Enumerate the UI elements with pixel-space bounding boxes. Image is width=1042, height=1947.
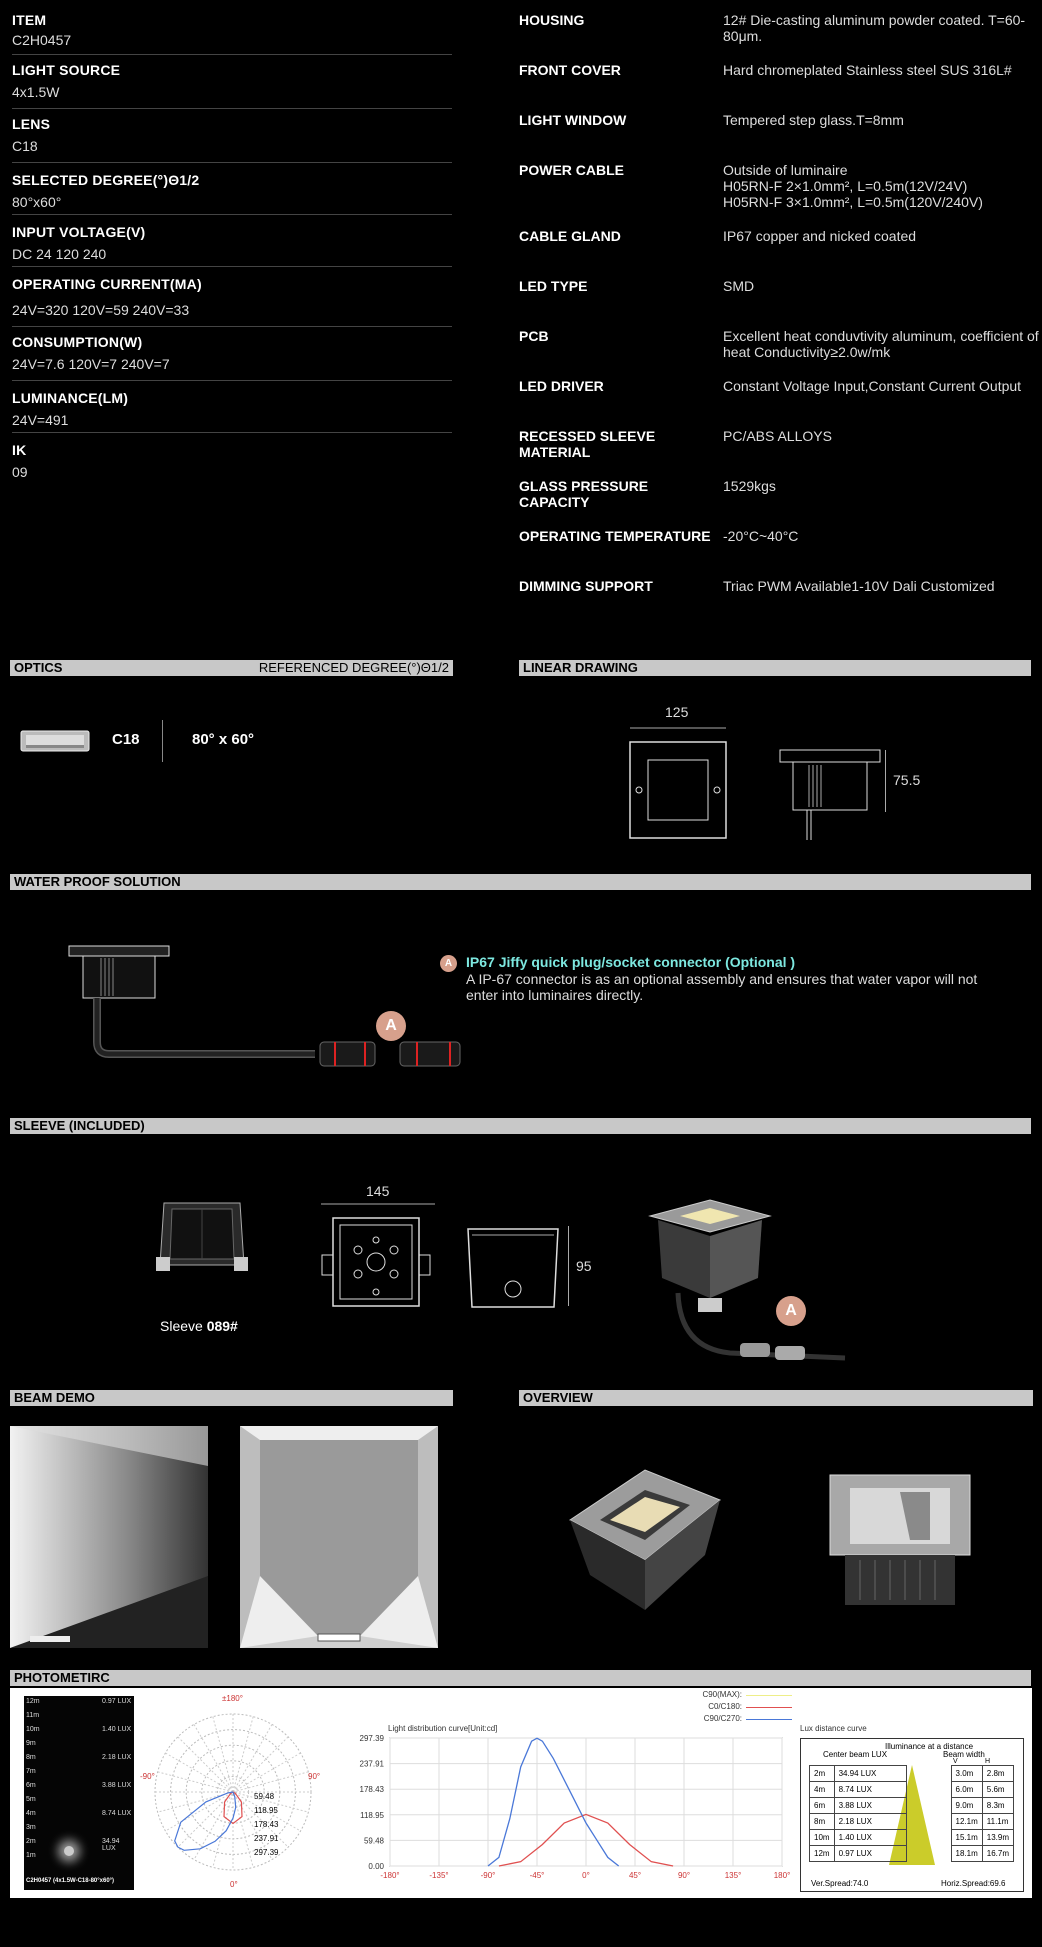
spec-value: Outside of luminaire H05RN-F 2×1.0mm², L=0.5m(12V/24V) H05RN-F 3×1.0mm², L=0.5m(120V/240V) (723, 162, 983, 210)
spec-value: C18 (12, 138, 38, 154)
beam-v: 12.1m (951, 1814, 982, 1830)
lux: 0.97 LUX (834, 1846, 907, 1862)
curve-title: Light distribution curve[Unit:cd] (388, 1724, 498, 1733)
polar-ring-label: 297.39 (254, 1848, 279, 1857)
photometric-panel (10, 1688, 1032, 1898)
divider (12, 214, 452, 215)
lux: 8.74 LUX (834, 1782, 907, 1798)
spec-label: FRONT COVER (519, 62, 621, 78)
polar-curve (175, 1792, 236, 1850)
lux-scale-footer: C2H0457 (4x1.5W-C18-80°x60°) (26, 1878, 115, 1884)
installed-fixture-photo (640, 1198, 860, 1368)
overview-fixture-angled (560, 1460, 730, 1620)
x-tick-label: -90° (480, 1871, 496, 1880)
divider (12, 326, 452, 327)
x-tick-label: -180° (380, 1871, 400, 1880)
sleeve-dim-width: 145 (366, 1183, 390, 1199)
spec-label: CONSUMPTION(W) (12, 334, 143, 350)
overview-header (519, 1390, 1033, 1406)
sleeve-caption (160, 1318, 238, 1334)
ver-spread: Ver.Spread:74.0 (811, 1879, 869, 1888)
lux-scale-panel (24, 1696, 134, 1890)
spec-value: 4x1.5W (12, 84, 60, 100)
lux-value: 1.40 LUX (102, 1726, 132, 1733)
beam-header (10, 1390, 453, 1406)
lux-curve-heading: Illuminance at a distance (885, 1742, 974, 1751)
beam-title: BEAM DEMO (14, 1390, 95, 1405)
spec-label: LED DRIVER (519, 378, 604, 394)
lux-row-label: 7m (26, 1768, 36, 1775)
y-tick-label: 297.39 (359, 1734, 384, 1743)
beam-h: 16.7m (982, 1846, 1013, 1862)
sleeve-dim-height: 95 (576, 1258, 592, 1274)
beam-h: 5.6m (982, 1782, 1013, 1798)
connector-title: IP67 Jiffy quick plug/socket connector (Optional ) (466, 954, 796, 970)
beam-h: 8.3m (982, 1798, 1013, 1814)
lux-value: 34.94 LUX (102, 1838, 120, 1852)
lux: 34.94 LUX (834, 1766, 907, 1782)
lux: 3.88 LUX (834, 1798, 907, 1814)
spec-value: Constant Voltage Input,Constant Current Output (723, 378, 1022, 394)
y-tick-label: 178.43 (359, 1785, 384, 1795)
x-tick-label: 90° (677, 1871, 691, 1880)
beam-v: 6.0m (951, 1782, 982, 1798)
spec-value: Hard chromeplated Stainless steel SUS 316L# (723, 62, 1012, 78)
x-tick-label: 180° (773, 1871, 791, 1880)
beam-demo-side (10, 1426, 208, 1648)
spec-value: C2H0457 (12, 32, 72, 48)
beam-h: 11.1m (982, 1814, 1013, 1830)
distance: 8m (810, 1814, 835, 1830)
connector-badge-small: A (440, 955, 457, 972)
y-tick-label: 0.00 (368, 1862, 384, 1871)
beam-demo-front (240, 1426, 438, 1648)
sleeve-top-drawing (318, 1200, 438, 1315)
sleeve-header (10, 1118, 1031, 1134)
light-spot (64, 1846, 74, 1856)
water-title: WATER PROOF SOLUTION (14, 874, 181, 889)
spec-item (12, 172, 452, 210)
spec-value: 24V=491 (12, 412, 69, 428)
linear-header (519, 660, 1031, 676)
lux-curve-sub-v: V (953, 1758, 958, 1765)
table-row (810, 1814, 1014, 1830)
photometric-title: PHOTOMETIRC (14, 1670, 110, 1685)
lux-row-label: 10m (26, 1726, 40, 1733)
hor-spread: Horiz.Spread:69.6 (941, 1879, 1006, 1888)
sleeve-photo (152, 1195, 252, 1280)
beam-h: 13.9m (982, 1830, 1013, 1846)
cone-cell (907, 1846, 951, 1862)
spec-value: 24V=7.6 120V=7 240V=7 (12, 356, 170, 372)
lux-curve-title: Lux distance curve (800, 1724, 867, 1733)
cone-cell (907, 1782, 951, 1798)
optics-ref-degree: REFERENCED DEGREE(°)Θ1/2 (258, 660, 449, 675)
spec-item (12, 390, 452, 428)
lens-name: C18 (112, 731, 140, 748)
lux-row-label: 1m (26, 1852, 36, 1859)
spec-label: HOUSING (519, 12, 585, 28)
side-view-drawing (775, 745, 885, 845)
polar-ring-label: 178.43 (254, 1820, 279, 1829)
distance: 6m (810, 1798, 835, 1814)
spec-item (12, 12, 452, 48)
divider (12, 108, 452, 109)
lux-value: 8.74 LUX (102, 1810, 132, 1817)
lux-row-label: 4m (26, 1810, 36, 1817)
spec-value: PC/ABS ALLOYS (723, 428, 832, 444)
photometric-header (10, 1670, 1031, 1686)
lux-row-label: 3m (26, 1824, 36, 1831)
x-tick-label: 135° (724, 1871, 742, 1880)
lux-distance-table (809, 1765, 1014, 1862)
waterproof-cable-drawing (65, 942, 495, 1072)
polar-top-label: ±180° (222, 1694, 243, 1703)
beam-v: 15.1m (951, 1830, 982, 1846)
lux-curve-col2: Beam width (943, 1750, 985, 1759)
spec-value: Triac PWM Available1-10V Dali Customized (723, 578, 995, 594)
y-tick-label: 59.48 (363, 1836, 384, 1846)
dim-line (568, 1226, 569, 1306)
spec-label: CABLE GLAND (519, 228, 621, 244)
spec-label: GLASS PRESSURE CAPACITY (519, 478, 649, 510)
spec-item (12, 276, 452, 318)
spec-label: RECESSED SLEEVE MATERIAL (519, 428, 656, 460)
spec-value: IP67 copper and nicked coated (723, 228, 917, 244)
beam-h: 2.8m (982, 1766, 1013, 1782)
spec-value: DC 24 120 240 (12, 246, 107, 262)
polar-right-label: 90° (308, 1772, 321, 1781)
spec-value: 24V=320 120V=59 240V=33 (12, 302, 190, 318)
polar-ring-label: 59.48 (254, 1792, 275, 1801)
beam-v: 3.0m (951, 1766, 982, 1782)
sleeve-side-drawing (466, 1225, 566, 1310)
polar-ring-label: 237.91 (254, 1834, 279, 1843)
spec-label: PCB (519, 328, 549, 344)
lux-value: 2.18 LUX (102, 1754, 132, 1761)
cone-cell (907, 1798, 951, 1814)
overview-title: OVERVIEW (523, 1390, 593, 1405)
distance: 10m (810, 1830, 835, 1846)
legend-c90max: C90(MAX): (702, 1690, 742, 1699)
legend-c90-swatch (746, 1719, 792, 1720)
dim-height: 75.5 (893, 772, 921, 788)
dim-width: 125 (665, 704, 689, 720)
lux-value: 0.97 LUX (102, 1698, 132, 1705)
spec-label: INPUT VOLTAGE(V) (12, 224, 146, 240)
series-line (488, 1738, 619, 1866)
spec-label: IK (12, 442, 27, 458)
cone-cell (907, 1814, 951, 1830)
polar-left-label: -90° (140, 1772, 155, 1781)
sleeve-title: SLEEVE (INCLUDED) (14, 1118, 145, 1133)
spec-label: LIGHT WINDOW (519, 112, 627, 128)
spec-label: ITEM (12, 12, 47, 28)
spec-label: LUMINANCE(LM) (12, 390, 129, 406)
y-tick-label: 237.91 (359, 1759, 384, 1769)
divider (12, 432, 452, 433)
x-tick-label: 0° (582, 1871, 590, 1880)
polar-diagram (138, 1694, 328, 1894)
sleeve-connector-badge: A (776, 1296, 806, 1326)
spec-value: 1529kgs (723, 478, 776, 494)
polar-bottom-label: 0° (230, 1880, 238, 1889)
spec-value: 12# Die-casting aluminum powder coated. T=60-80μm. (723, 12, 1026, 44)
overview-fixture-front (820, 1470, 980, 1610)
spec-item (12, 442, 452, 480)
spec-item (12, 62, 452, 100)
lux-curve-sub-h: H (985, 1758, 991, 1765)
connector-desc: A IP-67 connector is as an optional assembly and ensures that water vapor will not enter into luminaires directly. (466, 971, 978, 1003)
beam-v: 9.0m (951, 1798, 982, 1814)
lux-row-label: 9m (26, 1740, 36, 1747)
divider (162, 720, 163, 762)
spec-label: LENS (12, 116, 51, 132)
divider (12, 380, 452, 381)
legend-c90: C90/C270: (703, 1714, 742, 1723)
lux: 2.18 LUX (834, 1814, 907, 1830)
spec-label: SELECTED DEGREE(°)Θ1/2 (12, 172, 200, 188)
lux-row-label: 11m (26, 1712, 40, 1719)
spec-item (12, 334, 452, 372)
lux-value: 3.88 LUX (102, 1782, 132, 1789)
spec-value: -20°C~40°C (723, 528, 799, 544)
cone-cell (907, 1830, 951, 1846)
x-tick-label: -135° (429, 1871, 449, 1880)
table-row (810, 1782, 1014, 1798)
spec-label: DIMMING SUPPORT (519, 578, 653, 594)
lux-curve-col1: Center beam LUX (823, 1750, 888, 1759)
spec-value: Tempered step glass.T=8mm (723, 112, 904, 128)
x-tick-label: -45° (529, 1871, 545, 1880)
table-row (810, 1766, 1014, 1782)
water-header (10, 874, 1031, 890)
lens-icon (20, 730, 90, 752)
spec-label: POWER CABLE (519, 162, 624, 178)
lux-row-label: 6m (26, 1782, 36, 1789)
spec-value: 09 (12, 464, 28, 480)
table-row (810, 1846, 1014, 1862)
legend-c0-swatch (746, 1707, 792, 1708)
beam-v: 18.1m (951, 1846, 982, 1862)
connector-badge: A (376, 1011, 406, 1041)
front-view-drawing (620, 720, 740, 840)
lux-row-label: 12m (26, 1698, 40, 1705)
optics-title: OPTICS (14, 660, 63, 675)
spec-label: LED TYPE (519, 278, 588, 294)
legend-c90max-swatch (746, 1695, 792, 1696)
x-tick-label: 45° (628, 1871, 642, 1880)
lux-row-label: 8m (26, 1754, 36, 1761)
distance: 2m (810, 1766, 835, 1782)
table-row (810, 1798, 1014, 1814)
sleeve-caption-prefix: Sleeve (160, 1318, 207, 1334)
spec-value: Excellent heat conduvtivity aluminum, coefficient of heat Conductivity≥2.0w/mk (723, 328, 1039, 360)
distance: 4m (810, 1782, 835, 1798)
legend-c0: C0/C180: (708, 1702, 742, 1711)
polar-ring-label: 118.95 (254, 1806, 278, 1815)
spec-item (12, 116, 452, 154)
spec-label: OPERATING TEMPERATURE (519, 528, 711, 544)
spec-value: 80°x60° (12, 194, 62, 210)
linear-title: LINEAR DRAWING (523, 660, 638, 675)
spec-value: SMD (723, 278, 755, 294)
optics-header (10, 660, 453, 676)
lens-degree: 80° x 60° (192, 731, 255, 748)
cone-cell (907, 1766, 951, 1782)
dim-line (885, 750, 886, 812)
lux-row-label: 5m (26, 1796, 36, 1803)
spec-label: LIGHT SOURCE (12, 62, 121, 78)
lux-curve-box (800, 1738, 1024, 1892)
lux: 1.40 LUX (834, 1830, 907, 1846)
y-tick-label: 118.95 (360, 1810, 384, 1820)
table-row (810, 1830, 1014, 1846)
divider (12, 162, 452, 163)
light-distribution-chart (340, 1732, 800, 1896)
lux-row-label: 2m (26, 1838, 36, 1845)
spec-item (12, 224, 452, 262)
polar-svg (138, 1694, 328, 1894)
distance: 12m (810, 1846, 835, 1862)
divider (12, 266, 452, 267)
divider (12, 54, 452, 55)
spec-label: OPERATING CURRENT(MA) (12, 276, 202, 292)
sleeve-code: 089# (206, 1318, 238, 1334)
